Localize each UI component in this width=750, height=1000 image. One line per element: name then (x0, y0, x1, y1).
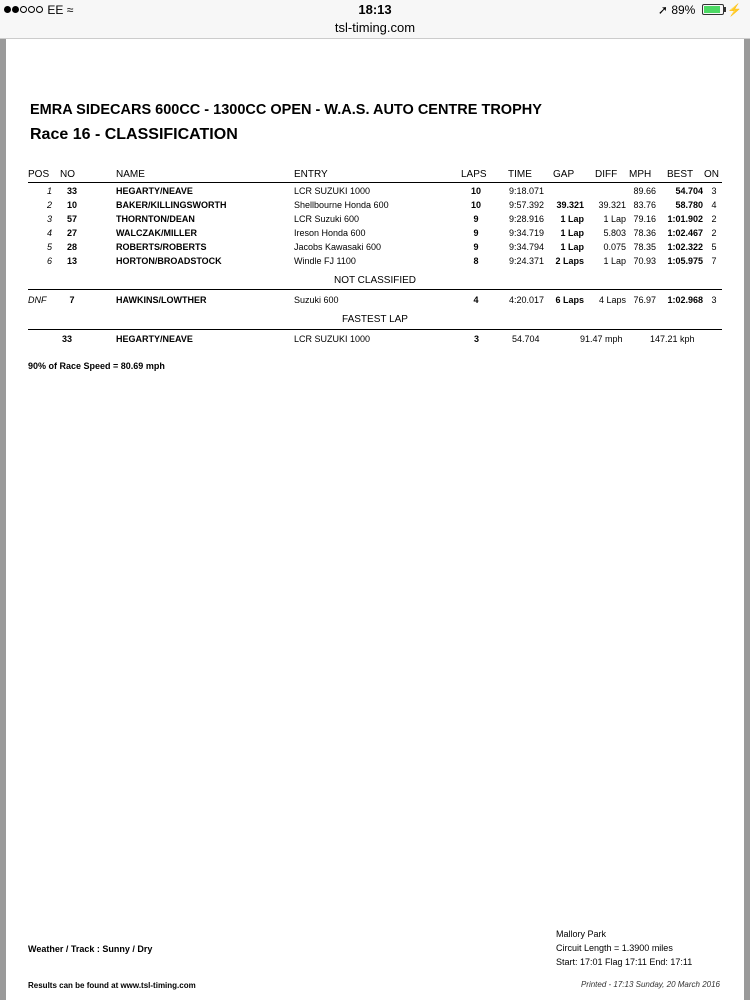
cell-diff: 0.075 (603, 242, 626, 252)
cell-best: 54.704 (675, 186, 703, 196)
fl-mph: 91.47 mph (580, 334, 623, 344)
col-on: ON (704, 169, 719, 180)
cell-name: HORTON/BROADSTOCK (116, 256, 222, 266)
col-entry: ENTRY (294, 169, 328, 180)
cell-on: 3 (711, 295, 717, 305)
results-page (6, 39, 744, 1000)
cell-entry: Jacobs Kawasaki 600 (294, 242, 382, 252)
cell-name: HEGARTY/NEAVE (116, 186, 193, 196)
cell-best: 1:02.467 (667, 228, 703, 238)
cell-time: 9:57.392 (508, 200, 544, 210)
fl-lap: 3 (474, 334, 480, 344)
race-times: Start: 17:01 Flag 17:11 End: 17:11 (556, 957, 693, 967)
fastest-lap-rule (28, 329, 722, 330)
cell-diff: 5.803 (603, 228, 626, 238)
race-speed: 90% of Race Speed = 80.69 mph (28, 361, 165, 371)
status-bar (0, 0, 750, 20)
location-icon: ➚ (657, 3, 668, 17)
fl-entry: LCR SUZUKI 1000 (294, 334, 371, 344)
cell-on: 2 (711, 214, 717, 224)
cell-diff: 1 Lap (603, 256, 626, 266)
cell-gap: 39.321 (556, 200, 584, 210)
cell-laps: 10 (470, 200, 481, 210)
fl-time: 54.704 (512, 334, 540, 344)
circuit-length: Circuit Length = 1.3900 miles (556, 943, 673, 953)
cell-mph: 79.16 (633, 214, 656, 224)
cell-entry: Windle FJ 1100 (294, 256, 356, 266)
cell-no: 7 (69, 295, 75, 305)
cell-gap: 1 Lap (560, 228, 584, 238)
cell-diff: 39.321 (598, 200, 626, 210)
col-laps: LAPS (461, 169, 487, 180)
cell-best: 58.780 (675, 200, 703, 210)
cell-on: 3 (711, 186, 717, 196)
cell-best: 1:02.322 (667, 242, 703, 252)
cell-name: ROBERTS/ROBERTS (116, 242, 207, 252)
fl-kph: 147.21 kph (650, 334, 695, 344)
not-classified-heading: NOT CLASSIFIED (333, 275, 417, 286)
col-mph: MPH (629, 169, 652, 180)
cell-laps: 9 (473, 242, 479, 252)
cell-pos: 6 (46, 256, 52, 266)
cell-pos: 4 (46, 228, 52, 238)
cell-mph: 78.35 (633, 242, 656, 252)
cell-time: 9:18.071 (508, 186, 544, 196)
not-classified-rule (28, 289, 722, 290)
cell-best: 1:05.975 (667, 256, 703, 266)
cell-on: 7 (711, 256, 717, 266)
cell-pos: 2 (46, 200, 52, 210)
cell-mph: 78.36 (633, 228, 656, 238)
cell-pos: 1 (46, 186, 52, 196)
charging-icon: ⚡ (727, 3, 742, 17)
carrier-name: EE (47, 3, 64, 17)
cell-gap: 2 Laps (555, 256, 584, 266)
header-rule (28, 182, 722, 183)
cell-no: 27 (66, 228, 77, 238)
cell-diff: 4 Laps (598, 295, 626, 305)
cell-name: WALCZAK/MILLER (116, 228, 197, 238)
cell-diff: 1 Lap (603, 214, 626, 224)
cell-best: 1:01.902 (667, 214, 703, 224)
cell-no: 33 (66, 186, 77, 196)
battery-percent: 89% (671, 3, 696, 17)
col-pos: POS (28, 169, 50, 180)
cell-name: THORNTON/DEAN (116, 214, 195, 224)
clock: 18:13 (358, 2, 392, 17)
wifi-icon: ≈ (66, 3, 74, 17)
cell-no: 57 (66, 214, 77, 224)
cell-no: 28 (66, 242, 77, 252)
cell-mph: 70.93 (633, 256, 656, 266)
col-name: NAME (116, 169, 145, 180)
cell-best: 1:02.968 (667, 295, 703, 305)
cell-no: 10 (66, 200, 77, 210)
status-right (658, 3, 742, 17)
cell-time: 9:28.916 (508, 214, 544, 224)
cell-time: 9:24.371 (508, 256, 544, 266)
battery-icon (702, 4, 724, 15)
cell-entry: Ireson Honda 600 (294, 228, 366, 238)
venue-name: Mallory Park (556, 929, 607, 939)
col-diff: DIFF (595, 169, 618, 180)
cell-name: HAWKINS/LOWTHER (116, 295, 207, 305)
fl-no: 33 (62, 334, 73, 344)
cell-entry: Suzuki 600 (294, 295, 339, 305)
col-gap: GAP (553, 169, 575, 180)
cell-pos: 3 (46, 214, 52, 224)
cell-entry: LCR SUZUKI 1000 (294, 186, 371, 196)
fl-name: HEGARTY/NEAVE (116, 334, 193, 344)
cell-no: 13 (66, 256, 77, 266)
cell-mph: 83.76 (633, 200, 656, 210)
col-time: TIME (508, 169, 532, 180)
cell-name: BAKER/KILLINGSWORTH (116, 200, 227, 210)
col-no: NO (60, 169, 75, 180)
cell-time: 9:34.719 (508, 228, 544, 238)
printed-timestamp: Printed - 17:13 Sunday, 20 March 2016 (580, 980, 720, 989)
results-url[interactable]: Results can be found at www.tsl-timing.com (28, 981, 196, 990)
cell-gap: 1 Lap (560, 242, 584, 252)
cell-time: 9:34.794 (508, 242, 544, 252)
cell-laps: 9 (473, 228, 479, 238)
cell-on: 5 (711, 242, 717, 252)
event-title: EMRA SIDECARS 600CC - 1300CC OPEN - W.A.S. AUTO CENTRE TROPHY (30, 102, 542, 118)
col-best: BEST (667, 169, 694, 180)
cell-gap: 1 Lap (560, 214, 584, 224)
cell-mph: 76.97 (633, 295, 656, 305)
cell-gap: 6 Laps (555, 295, 584, 305)
cell-laps: 9 (473, 214, 479, 224)
cell-on: 2 (711, 228, 717, 238)
cell-laps: 10 (470, 186, 481, 196)
cell-time: 4:20.017 (508, 295, 544, 305)
url-bar[interactable]: tsl-timing.com (0, 20, 750, 39)
cell-mph: 89.66 (633, 186, 656, 196)
cell-laps: 4 (473, 295, 479, 305)
cell-pos: DNF (28, 295, 47, 305)
weather-track: Weather / Track : Sunny / Dry (28, 944, 153, 954)
cell-pos: 5 (46, 242, 52, 252)
cell-on: 4 (711, 200, 717, 210)
cell-laps: 8 (473, 256, 479, 266)
cell-entry: Shellbourne Honda 600 (294, 200, 389, 210)
cell-entry: LCR Suzuki 600 (294, 214, 360, 224)
venue-info (556, 927, 692, 969)
race-title: Race 16 - CLASSIFICATION (30, 126, 238, 143)
fastest-lap-heading: FASTEST LAP (342, 314, 408, 325)
